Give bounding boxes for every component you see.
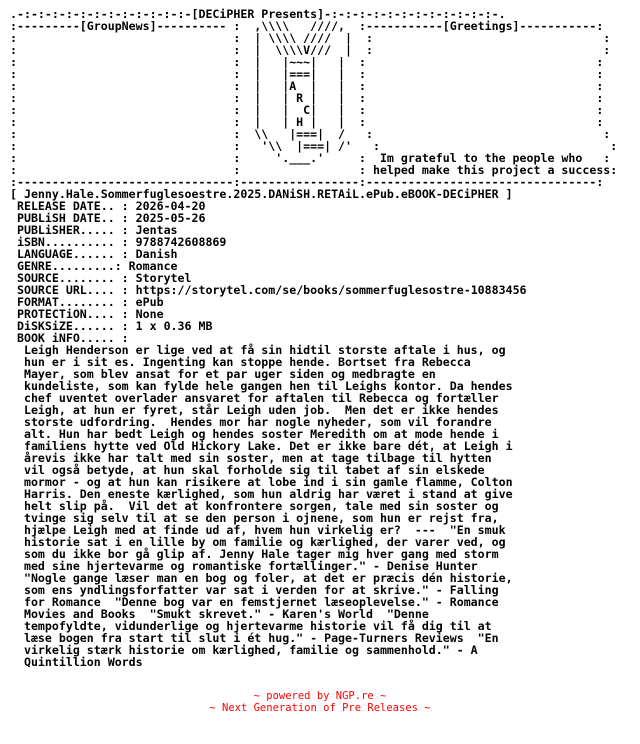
field-publisher-label: PUBLiSHER..... :	[10, 223, 129, 237]
field-book-info-label: BOOK iNFO..... :	[10, 331, 129, 345]
field-format-value: ePub	[128, 295, 164, 309]
field-publish-date-value: 2025-05-26	[128, 211, 206, 225]
field-genre-label: GENRE.........:	[10, 259, 122, 273]
book-description: Leigh Henderson er lige ved at få sin hidtil storste aftale i hus, og hun er i sit es. Ingenting kan stoppe hende. Bortset fra Rebecca Mayer, som blev ansat for et par uger siden og medbragte en kundeliste, som kan fylde hele gangen hen til Leighs kontor. Da hendes chef uventet overlader ansvaret for aftalen til Rebecca og fortæller Leigh, at hun er fyret, står Leigh uden job. Men det er ikke hendes storste udfordring. Hendes mor har nogle nyheder, som vil forandre alt. Hun har bedt Leigh og hendes soster Meredith om at mode hende i familiens hytte ved Old Hickory Lake. Det er ikke bare dét, at Leigh i årevis ikke har talt med sin soster, men at tage tilbage til hytten vil også betyde, at hun skal forholde sig til tabet af sin elskede mormor - og at hun kan risikere at lobe ind i sin gamle flamme, Colton Harris. Den eneste kærlighed, som hun aldrig har været i stand at give helt slip på. Vil det at konfrontere sorgen, tale med sin soster og tvinge sig selv til at se den person i ojnene, som hun er rejst fra, hjælpe Leigh med at finde ud af, hvem hun virkelig er? --- "En smuk historie sat i en lille by om familie og kærlighed, der varer ved, og som du ikke bor gå glip af. Jenny Hale tager mig hver gang med storm med sine hjertevarme og romantiske fortællinger." - Denise Hunter "Nogle gange læser man en bog og foler, at det er præcis dén historie, som ens yndlingsforfatter var sat i verden for at skrive." - Falling for Romance "Denne bog var en femstjernet læseoplevelse." - Romance Movies and Books "Smukt skrevet." - Karen's World "Denne tempofyldte, vidunderlige og hjertevarme historie vil få dig til at læse bogen fra start til slut i ét hug." - Page-Turners Reviews "En virkelig stærk historie om kærlighed, familie og sammenhold." - A Quintillion Words	[23, 343, 513, 669]
field-disksize-value: 1 x 0.36 MB	[128, 319, 213, 333]
field-source-url-value: https://storytel.com/se/books/sommerfuglesostre-10883456	[128, 283, 527, 297]
footer	[0, 690, 640, 714]
field-isbn-value: 9788742608869	[128, 235, 227, 249]
release-name: [ Jenny.Hale.Sommerfuglesoestre.2025.DANiSH.RETAiL.ePub.eBOOK-DECiPHER ]	[10, 187, 513, 201]
field-release-date-value: 2026-04-20	[128, 199, 206, 213]
field-format-label: FORMAT........ :	[10, 295, 129, 309]
field-publish-date-label: PUBLiSH DATE.. :	[10, 211, 129, 225]
field-isbn-label: iSBN.......... :	[10, 235, 129, 249]
field-source-url-label: SOURCE URL.... :	[10, 283, 129, 297]
field-release-date-label: RELEASE DATE.. :	[10, 199, 129, 213]
field-source-label: SOURCE........ :	[10, 271, 129, 285]
field-protection-label: PROTECTiON.... :	[10, 307, 129, 321]
nfo-text	[10, 8, 617, 668]
nfo-banner-art: .-:-:-:-:-:-:-:-:-:-:-:-:-[DECiPHER Presents]-:-:-:-:-:-:-:-:-:-:-:-:-. :---------[GroupNews]---------- : ,\\\\ ////, :-----------[Greetings]-----------: : : | \\\\ //// | : : : : | \\\\V/// | : : : : | |~~~| | : : : : | |===| | : : : : | |A | | : : : : | | R | | : : : : | | C| | : : : : | | H | | : : : : \\ |===| / : : : : '\\ |===| /' : : : : '.___.' : Im grateful to the people who : : : : helped make this project a success: :-------------------------------:-----------------:---------------------------------:	[10, 7, 618, 189]
footer-tagline: ~ Next Generation of Pre Releases ~	[209, 702, 431, 714]
field-language-value: Danish	[128, 247, 178, 261]
field-genre-value: Romance	[121, 259, 178, 273]
field-source-value: Storytel	[128, 271, 192, 285]
field-publisher-value: Jentas	[128, 223, 178, 237]
footer-powered-by: ~ powered by NGP.re ~	[253, 690, 387, 702]
field-disksize-label: DiSKSiZE...... :	[10, 319, 129, 333]
field-language-label: LANGUAGE...... :	[10, 247, 129, 261]
field-protection-value: None	[128, 307, 164, 321]
